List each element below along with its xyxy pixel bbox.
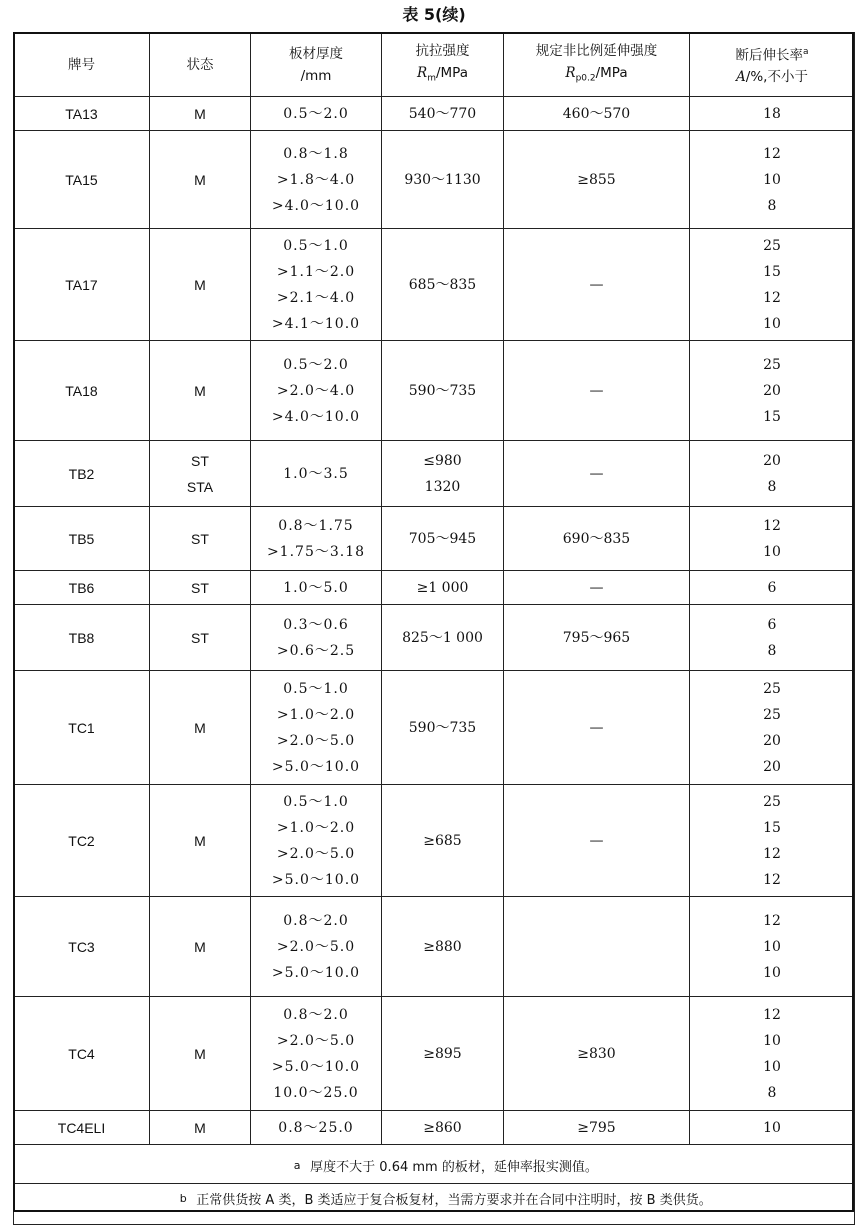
cell-grade: TB8 [14,605,150,671]
cell-yield-line: — [589,579,604,596]
cell-elongation-line: 8 [767,478,777,495]
header-thickness-label: 板材厚度 [289,45,343,62]
cell-thickness-line: 0.5～2.0 [283,105,349,122]
cell-thickness-line: 0.5～2.0 [283,356,349,373]
cell-elongation-line: 20 [763,758,781,775]
cell-elongation-line: 12 [763,912,781,929]
cell-elongation-line: 25 [763,356,781,373]
header-elongation-label: 断后伸长率 [735,47,803,64]
cell-elongation-line: 20 [763,732,781,749]
note-mark: a [293,1159,301,1172]
cell-elongation-line: 12 [763,871,781,888]
header-yield-label: 规定非比例延伸强度 [535,42,658,59]
header-tensile-symbol: R [417,64,428,81]
cell-tensile-line: 685～835 [408,276,477,293]
cell-elongation-line: 25 [763,793,781,810]
cell-grade: TA17 [14,229,150,341]
cell-thickness-line: >2.0～5.0 [276,732,356,749]
header-grade: 牌号 [14,33,150,97]
cell-tensile-line: 1320 [424,478,461,495]
cell-grade: TC2 [14,785,150,897]
header-state: 状态 [150,33,251,97]
cell-tensile-line: ≥1 000 [416,579,469,596]
header-tensile-sub: m [427,73,436,84]
cell-tensile-line: ≥685 [423,832,462,849]
cell-elongation-line: 15 [763,408,781,425]
cell-grade: TC1 [14,671,150,785]
header-tensile-label: 抗拉强度 [415,42,470,59]
cell-elongation-line: 12 [763,845,781,862]
cell-yield-line: ≥795 [577,1119,616,1136]
cell-state-line: M [194,171,206,188]
cell-elongation-line: 25 [763,237,781,254]
cell-state-line: M [194,105,206,122]
cell-elongation-line: 15 [763,263,781,280]
cell-thickness-line: >4.0～10.0 [271,408,361,425]
cell-thickness-line: >4.1～10.0 [271,315,361,332]
cell-grade: TA13 [14,97,150,131]
cell-thickness-line: 0.8～1.75 [278,517,354,534]
cell-tensile-line: 540～770 [408,105,477,122]
cell-thickness-line: >1.75～3.18 [266,543,366,560]
header-yield-unit: /MPa [595,64,628,81]
header-elongation-symbol: A [736,69,746,86]
header-yield-sub: p0.2 [575,73,596,84]
cell-thickness-line: >5.0～10.0 [271,1058,361,1075]
cell-thickness-line: >4.0～10.0 [271,197,361,214]
cell-elongation-line: 15 [763,819,781,836]
cell-thickness-line: >5.0～10.0 [271,964,361,981]
cell-thickness-line: 0.5～1.0 [283,793,349,810]
cell-yield-line: — [589,719,604,736]
cell-state-line: M [194,276,206,293]
cell-grade: TC4ELI [14,1111,150,1145]
cell-yield-line: — [589,832,604,849]
cell-tensile-line: 705～945 [408,530,477,547]
header-thickness-unit: /mm [300,67,332,84]
cell-yield-line: — [589,276,604,293]
cell-yield-line: ≥830 [577,1045,616,1062]
table-caption: 表 5(续) [402,5,466,24]
cell-thickness-line: >5.0～10.0 [271,758,361,775]
cell-tensile-line: 930～1130 [404,171,481,188]
cell-elongation-line: 12 [763,289,781,306]
note-text: 厚度不大于 0.64 mm 的板材，延伸率报实测值。 [310,1160,598,1175]
cell-elongation-line: 10 [763,543,781,560]
cell-tensile-line: 590～735 [408,382,477,399]
cell-state-line: ST [191,629,209,646]
cell-thickness-line: 10.0～25.0 [273,1084,359,1101]
cell-thickness-line: 0.8～1.8 [283,145,349,162]
cell-elongation-line: 10 [763,315,781,332]
cell-state-line: M [194,1045,206,1062]
cell-elongation-line: 10 [763,171,781,188]
cell-grade: TC4 [14,997,150,1111]
cell-elongation-line: 18 [763,105,781,122]
cell-state-line: STA [186,478,214,495]
cell-yield-line: 460～570 [562,105,631,122]
cell-thickness-line: >5.0～10.0 [271,871,361,888]
cell-elongation-line: 8 [767,197,777,214]
table-frame [13,32,854,1212]
cell-tensile-line: 825～1 000 [402,629,483,646]
cell-state-line: ST [191,530,209,547]
cell-state-line: ST [191,579,209,596]
cell-yield-line: 690～835 [562,530,631,547]
cell-thickness-line: >2.0～5.0 [276,938,356,955]
cell-elongation-line: 12 [763,1006,781,1023]
cell-state-line: M [194,719,206,736]
cell-thickness-line: >1.0～2.0 [276,706,356,723]
cell-elongation-line: 20 [763,452,781,469]
cell-yield-line: — [589,382,604,399]
cell-elongation-line: 25 [763,706,781,723]
cell-elongation-line: 10 [763,964,781,981]
cell-thickness-line: >2.0～4.0 [276,382,356,399]
cell-thickness-line: 1.0～5.0 [283,579,349,596]
cell-thickness-line: >1.0～2.0 [276,819,356,836]
note-mark: b [179,1192,187,1205]
cell-elongation-line: 8 [767,642,777,659]
cell-tensile-line: ≥895 [423,1045,462,1062]
cell-elongation-line: 10 [763,1058,781,1075]
cell-grade: TB5 [14,507,150,571]
header-elongation-footnote-mark: a [802,46,809,57]
note-text: 正常供货按 A 类，B 类适应于复合板复材，当需方要求并在合同中注明时，按 B 类供货。 [196,1193,712,1208]
cell-state-line: ST [191,452,209,469]
header-yield-symbol: R [565,64,576,81]
cell-tensile-line: ≤980 [423,452,462,469]
cell-thickness-line: 0.8～2.0 [283,1006,349,1023]
cell-thickness-line: 0.5～1.0 [283,237,349,254]
cell-elongation-line: 10 [763,1119,781,1136]
cell-grade: TA15 [14,131,150,229]
header-tensile-unit: /MPa [435,64,468,81]
cell-thickness-line: 0.8～25.0 [278,1119,354,1136]
cell-thickness-line: >2.0～5.0 [276,1032,356,1049]
cell-grade: TA18 [14,341,150,441]
cell-thickness-line: >2.1～4.0 [276,289,356,306]
cell-grade: TC3 [14,897,150,997]
cell-thickness-line: >0.6～2.5 [276,642,356,659]
cell-yield-line: ≥855 [577,171,616,188]
cell-elongation-line: 25 [763,680,781,697]
cell-thickness-line: 0.3～0.6 [283,616,349,633]
header-elongation-unit: /%,不小于 [745,69,808,86]
cell-tensile-line: 590～735 [408,719,477,736]
cell-thickness-line: >1.8～4.0 [276,171,356,188]
cell-elongation-line: 6 [767,579,777,596]
cell-elongation-line: 10 [763,938,781,955]
cell-state-line: M [194,1119,206,1136]
cell-elongation-line: 6 [767,616,777,633]
cell-thickness-line: >1.1～2.0 [276,263,356,280]
cell-elongation-line: 12 [763,145,781,162]
cell-state-line: M [194,832,206,849]
cell-grade: TB2 [14,441,150,507]
cell-thickness-line: 0.5～1.0 [283,680,349,697]
cell-yield-line: 795～965 [562,629,631,646]
cell-grade: TB6 [14,571,150,605]
cell-state-line: M [194,938,206,955]
cell-thickness-line: >2.0～5.0 [276,845,356,862]
cell-tensile-line: ≥880 [423,938,462,955]
cell-elongation-line: 8 [767,1084,777,1101]
cell-yield-line: — [589,465,604,482]
cell-elongation-line: 10 [763,1032,781,1049]
cell-thickness-line: 0.8～2.0 [283,912,349,929]
cell-elongation-line: 20 [763,382,781,399]
cell-elongation-line: 12 [763,517,781,534]
cell-state-line: M [194,382,206,399]
cell-thickness-line: 1.0～3.5 [283,465,349,482]
cell-tensile-line: ≥860 [423,1119,462,1136]
